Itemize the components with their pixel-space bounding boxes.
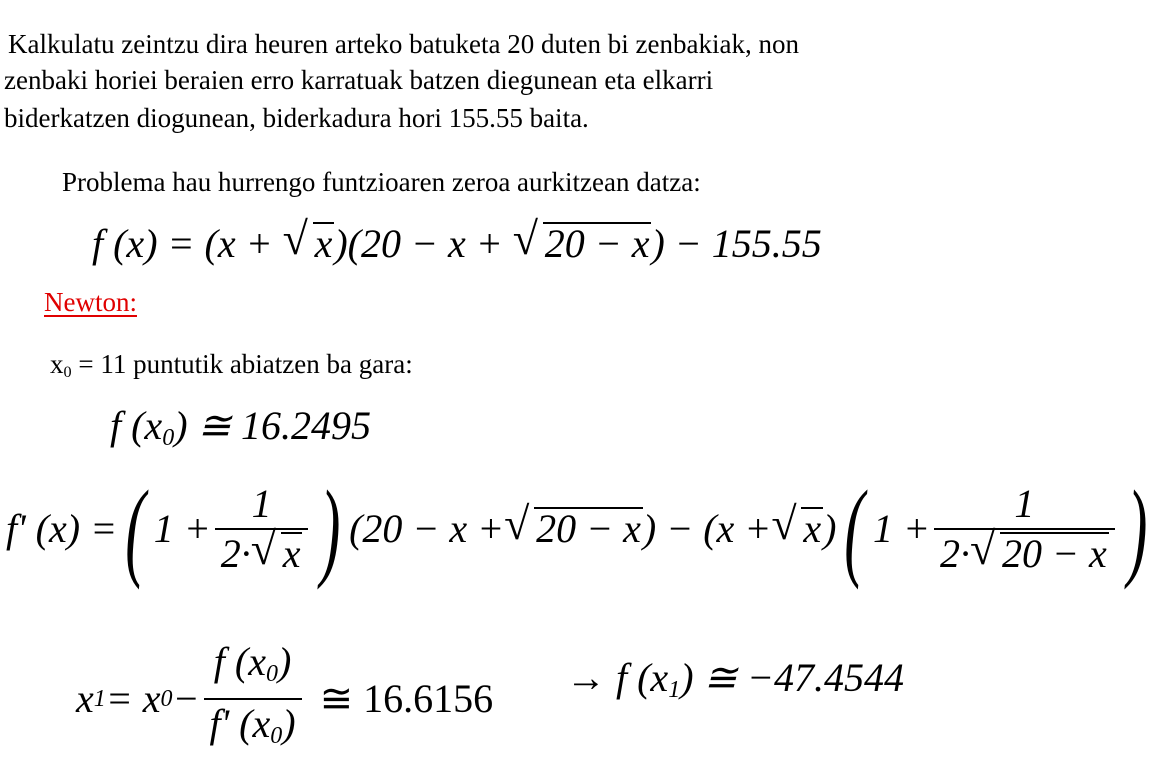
iteration-den-pre: f' (x xyxy=(209,701,271,746)
left-paren-icon: ( xyxy=(844,468,865,590)
sqrt-x-inner: x xyxy=(314,221,333,266)
start-point-text xyxy=(50,346,413,390)
iteration-num-sub: 0 xyxy=(265,661,278,687)
derivative-one: 1 + xyxy=(153,506,211,551)
derivative-lhs: f' (x) = xyxy=(6,506,118,551)
right-paren-icon: ) xyxy=(320,468,341,590)
derivative-mid-post2: ) xyxy=(823,506,837,551)
sqrt-20-minus-x-inner: 20 − x xyxy=(544,221,650,266)
function-equation xyxy=(92,213,822,266)
left-paren-icon: ( xyxy=(125,468,146,590)
start-x-sub: 0 xyxy=(63,363,72,382)
intro-line-3: biderkatzen diogunean, biderkadura hori 155.55 baita. xyxy=(4,103,589,133)
newton-heading: Newton: xyxy=(44,287,137,317)
iteration-num-pre: f (x xyxy=(213,639,266,684)
result-equation xyxy=(566,656,904,712)
iteration-eq: = x xyxy=(105,676,161,721)
radical-icon: √ xyxy=(250,523,276,574)
iteration-num xyxy=(208,640,298,698)
derivative-mid-pre: (20 − x + xyxy=(349,506,505,551)
iteration-x1: x xyxy=(76,676,94,721)
iteration-x1-sub: 1 xyxy=(93,686,106,712)
derivative-equation xyxy=(6,468,1155,590)
sqrt-x xyxy=(282,213,335,266)
derivative-frac1-num: 1 xyxy=(251,481,272,526)
iteration-x0-sub: 0 xyxy=(160,686,173,712)
f-x0-equation xyxy=(110,404,371,460)
iteration-minus: − xyxy=(172,676,200,721)
radical-icon: √ xyxy=(512,213,538,264)
derivative-mid-post: ) − (x + xyxy=(642,506,772,551)
derivative-frac2-num: 1 xyxy=(1014,481,1035,526)
derivative-frac2-den xyxy=(934,523,1115,576)
derivative-mid-sqrt: 20 − x xyxy=(536,506,641,551)
function-eq-rhs: ) − 155.55 xyxy=(651,221,822,266)
radical-icon: √ xyxy=(504,498,530,549)
arrow-right-icon: → xyxy=(566,655,606,700)
radical-icon: √ xyxy=(282,213,308,264)
iteration-equation xyxy=(76,640,493,758)
function-eq-lhs: f (x) = (x + xyxy=(92,221,283,266)
result-rhs: ) ≅ −47.4544 xyxy=(680,655,905,700)
radical-icon: √ xyxy=(771,498,797,549)
iteration-den xyxy=(204,698,302,758)
radical-icon: √ xyxy=(970,523,996,574)
intro-line-4: Problema hau hurrengo funtzioaren zeroa aurkitzean datza: xyxy=(62,167,701,197)
iteration-den-post: ) xyxy=(282,701,296,746)
derivative-frac1-den-sqrt: x xyxy=(282,531,301,576)
sqrt-20-minus-x xyxy=(504,498,643,551)
derivative-frac2-den-pre: 2· xyxy=(940,531,971,576)
sqrt-x xyxy=(250,523,303,576)
derivative-frac1-den-pre: 2· xyxy=(220,531,251,576)
intro-line-2: zenbaki horiei beraien erro karratuak batzen diegunean eta elkarri xyxy=(4,65,714,95)
derivative-mid-sqrt2: x xyxy=(803,506,822,551)
result-lhs: f (x xyxy=(606,655,669,700)
start-x: x xyxy=(50,349,64,379)
f-x0-sub: 0 xyxy=(162,425,175,451)
sqrt-20-minus-x xyxy=(512,213,652,266)
derivative-frac1-den xyxy=(215,523,309,576)
function-eq-mid: )(20 − x + xyxy=(334,221,513,266)
right-paren-icon: ) xyxy=(1127,468,1148,590)
derivative-frac2-den-sqrt: 20 − x xyxy=(1002,531,1107,576)
sqrt-x xyxy=(771,498,823,551)
iteration-den-sub: 0 xyxy=(270,723,283,749)
derivative-fraction-1 xyxy=(215,482,309,576)
intro-line-1: Kalkulatu zeintzu dira heuren arteko batuketa 20 duten bi zenbakiak, non xyxy=(8,29,799,59)
f-x0-lhs: f (x xyxy=(110,403,163,448)
start-text: = 11 puntutik abiatzen ba gara: xyxy=(71,349,413,379)
derivative-fraction-2 xyxy=(934,482,1115,576)
result-sub: 1 xyxy=(668,677,681,703)
iteration-fraction xyxy=(204,640,302,758)
iteration-num-post: ) xyxy=(277,639,292,684)
f-x0-rhs: ) ≅ 16.2495 xyxy=(174,403,372,448)
sqrt-20-minus-x xyxy=(970,523,1109,576)
iteration-result: ≅ 16.6156 xyxy=(319,676,494,721)
derivative-one2: 1 + xyxy=(873,506,931,551)
